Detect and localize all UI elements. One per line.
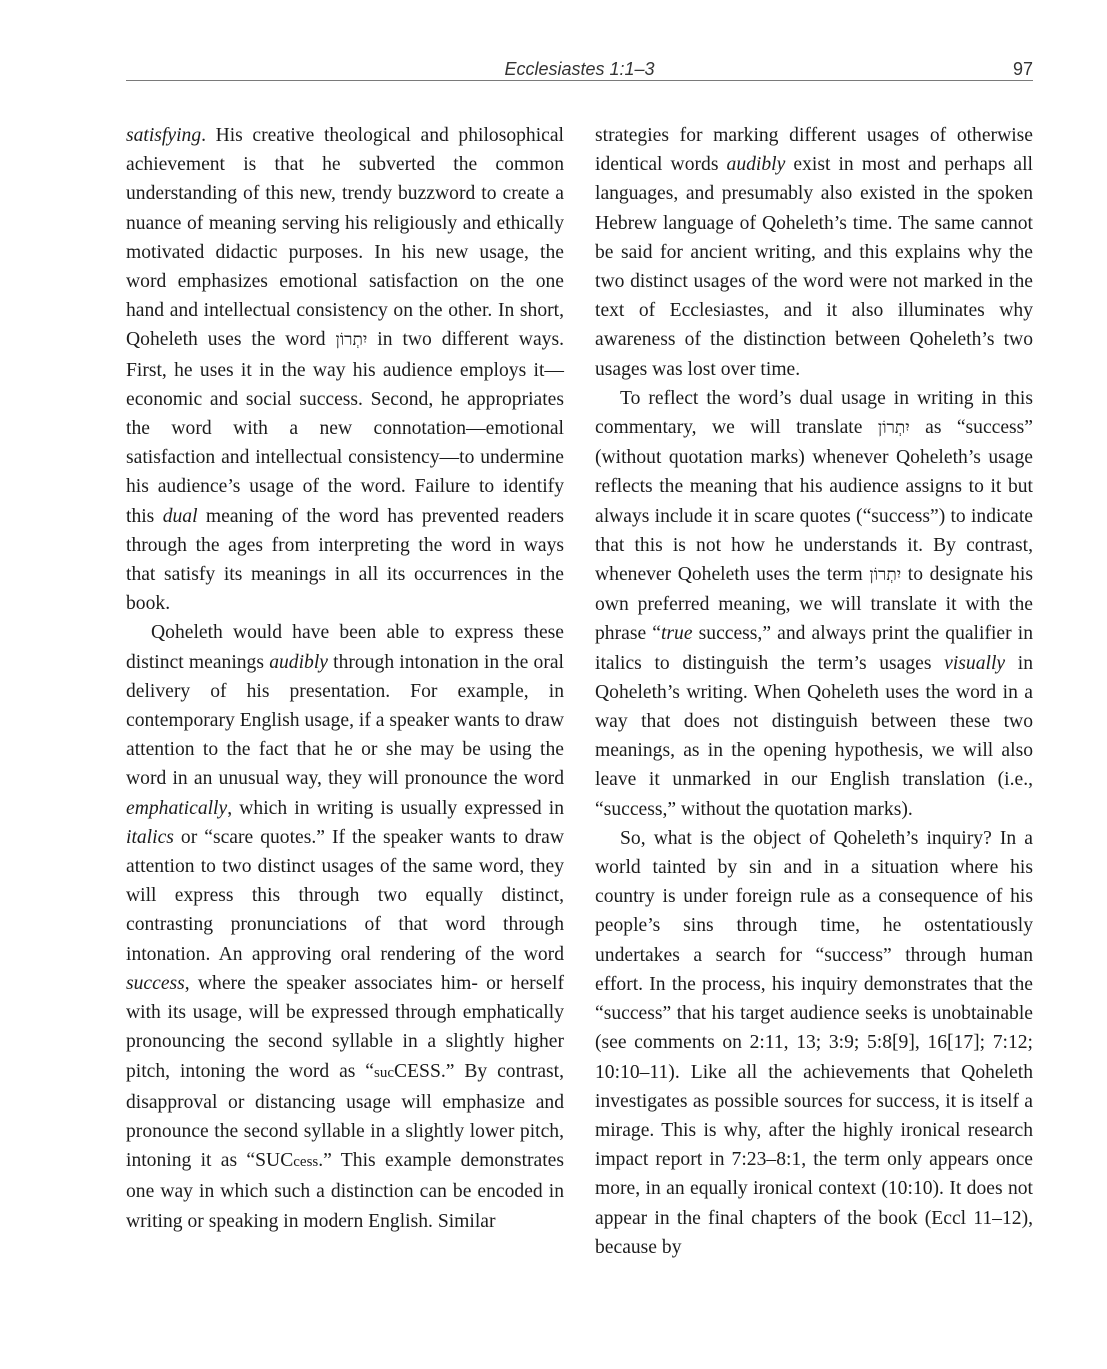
paragraph-text: So, what is the object of Qoheleth’s inquiry? In a world tainted by sin and in a situation where his country is under foreign rule as a consequence of his people’s sins through time, he ostentatiously undertakes a search for “success” through human effort. In the process, his inquiry demonstrates that the “success” that his target audience seeks is unobtainable (see comments on 2:11, 13; 3:9; 5:8[9], 16[17]; 7:12; 10:10–11). Like all the achievements that Qoheleth investigates as possible sources for success, it is itself a mirage. This is why, after the highly ironical research impact report in 7:23–8:1, the term only appears once more, in an equally ironical context (10:10). It does not appear in the final chapters of the book (Eccl 11–12), because by bbox=[595, 827, 1033, 1258]
paragraph bbox=[126, 121, 564, 618]
emphasis: visually bbox=[944, 652, 1006, 674]
paragraph bbox=[595, 824, 1033, 1262]
emphasis: italics bbox=[126, 826, 174, 848]
paragraph-text: as “success” (without quotation marks) whenever Qoheleth’s usage reflects the meaning that his audience assigns to it but always include it in scare quotes (“success”) to indicate that this is not how he understands it. By contrast, whenever Qoheleth uses the term bbox=[595, 417, 1033, 586]
left-column bbox=[126, 121, 564, 1236]
emphasis: audibly bbox=[269, 651, 328, 673]
paragraph-text: . His creative theological and philosophical achievement is that he subverted the common understanding of this new, trendy buzzword to create a nuance of meaning serving his religiously and ethically motivated didactic purposes. In his new usage, the word emphasizes emotional satisfaction on the one hand and intellectual consistency on the other. In short, Qoheleth uses the word bbox=[126, 125, 564, 351]
running-header bbox=[126, 58, 1033, 81]
paragraph-text: strategies for marking different usages of otherwise identical words bbox=[595, 125, 1033, 176]
paragraph-text: exist in most and perhaps all languages, and presumably also existed in the spoken Hebrew language of Qoheleth’s time. The same cannot be said for ancient writing, and this explains why the two distinct usages of the word were not marked in the text of Ecclesiastes, and it also illuminates why awareness of the distinction between Qoheleth’s two usages was lost over time. bbox=[595, 154, 1033, 380]
paragraph-text: .” This example demonstrates one way in which such a distinction can be encoded in writing or speaking in modern English. Similar bbox=[126, 1150, 564, 1232]
right-column bbox=[595, 121, 1033, 1262]
emphasis: success bbox=[126, 972, 185, 994]
paragraph bbox=[595, 121, 1033, 384]
page-number: 97 bbox=[1012, 59, 1033, 79]
running-title: Ecclesiastes 1:1–3 bbox=[504, 59, 655, 79]
paragraph-text: .” By contrast, disapproval or distancing usage will emphasize and pronounce the second syllable in a slightly lower pitch, intoning it as “ bbox=[126, 1060, 564, 1172]
emphasis: emphatically bbox=[126, 797, 228, 819]
emphasis: satisfying bbox=[126, 125, 202, 146]
emphasis: true bbox=[660, 623, 693, 645]
paragraph-text: , which in writing is usually expressed in bbox=[227, 797, 564, 819]
hebrew-term: יִתְרוֹן bbox=[877, 418, 910, 439]
paragraph-text: in Qoheleth’s writing. When Qoheleth uses the word in a way that does not distinguish between these two meanings, as in the opening hypothesis, we will also leave it unmarked in our English translation (i.e., “success,” without the quotation marks). bbox=[595, 652, 1033, 820]
paragraph-text: , where the speaker associates him- or herself with its usage, will be expressed through emphatically pronouncing the second syllable in a slightly higher pitch, intoning the word as “ bbox=[126, 972, 564, 1082]
emphasis: dual bbox=[162, 505, 198, 527]
emphasis: audibly bbox=[726, 154, 786, 176]
paragraph bbox=[595, 384, 1033, 824]
caps-text: CESS bbox=[394, 1060, 441, 1082]
paragraph-text: To reflect the word’s dual usage in writing in this commentary, we will translate bbox=[595, 387, 1033, 439]
paragraph bbox=[126, 618, 564, 1235]
small-caps-text: suc bbox=[374, 1064, 395, 1081]
caps-text: SUC bbox=[255, 1150, 294, 1172]
paragraph-text: in two different ways. First, he uses it in the way his audience employs it—economic and social success. Second, he appropriates the word with a new connotation—emotional satisfaction and intellectual consistency—to undermine his audience’s usage of the word. Failure to identify this bbox=[126, 329, 564, 527]
paragraph-text: or “scare quotes.” If the speaker wants to draw attention to two distinct usages of the same word, they will express this through two equally distinct, contrasting pronunciations of that word through intonation. An approving oral rendering of the word bbox=[126, 826, 564, 965]
hebrew-term: יִתְרוֹן bbox=[335, 330, 368, 351]
paragraph-text: Qoheleth would have been able to express these distinct meanings bbox=[126, 622, 564, 673]
small-caps-text: cess bbox=[293, 1154, 319, 1171]
hebrew-term: יִתְרוֹן bbox=[869, 565, 902, 586]
paragraph-text: success,” and always print the qualifier in italics to distinguish the term’s usages bbox=[595, 623, 1034, 674]
paragraph-text: to designate his own preferred meaning, we will translate it with the phrase “ bbox=[595, 564, 1033, 645]
paragraph-text: through intonation in the oral delivery of his presentation. For example, in contemporary English usage, if a speaker wants to draw attention to the fact that he or she may be using the word in an unusual way, they will pronounce the word bbox=[126, 651, 564, 790]
paragraph-text: meaning of the word has prevented readers through the ages from interpreting the word in ways that satisfy its meanings in all its occurrences in the book. bbox=[126, 505, 564, 615]
